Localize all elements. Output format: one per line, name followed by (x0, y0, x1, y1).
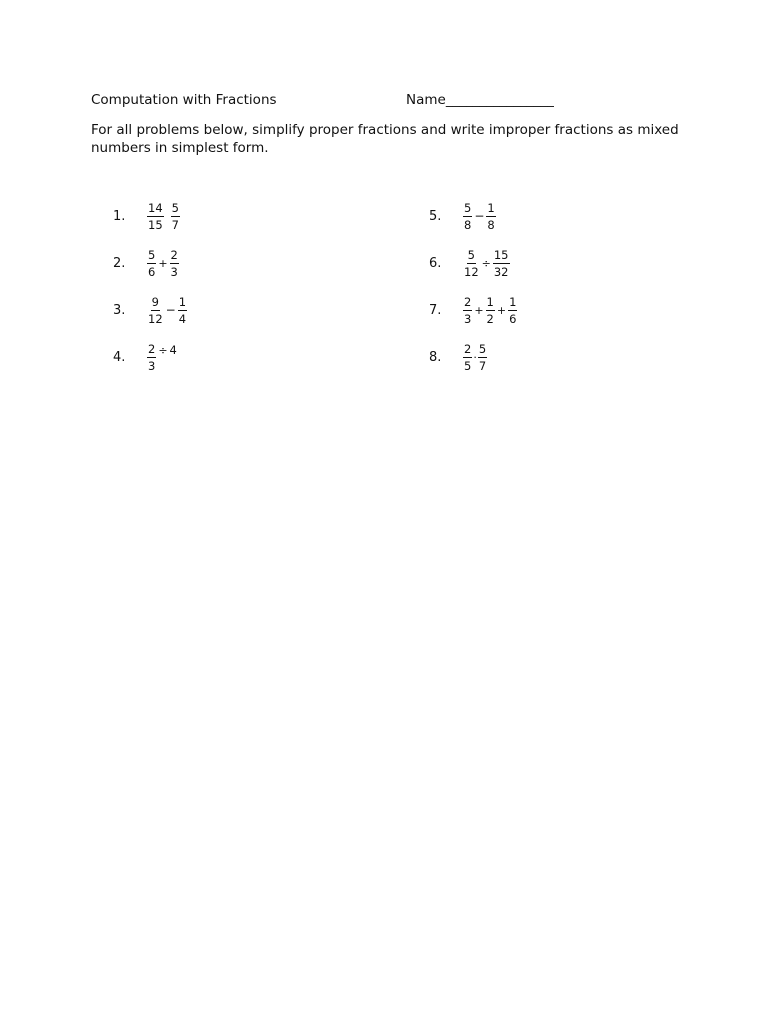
numerator: 5 (464, 200, 472, 215)
denominator: 3 (170, 264, 178, 279)
name-field-label: Name________________ (406, 92, 554, 108)
numerator: 1 (509, 294, 517, 309)
expression (146, 246, 180, 280)
problem-number: 2. (113, 256, 126, 271)
numerator: 5 (467, 247, 475, 262)
fraction (146, 248, 157, 279)
expression (146, 293, 188, 327)
problem-number: 8. (429, 350, 442, 365)
expression (146, 199, 181, 233)
expression (146, 340, 177, 374)
denominator: 8 (487, 217, 495, 232)
denominator: 3 (148, 358, 156, 373)
expression (462, 246, 511, 280)
numerator: 1 (178, 294, 187, 309)
operator: · (473, 350, 477, 364)
numerator: 15 (493, 247, 509, 262)
fraction (492, 248, 511, 279)
problem-number: 4. (113, 350, 126, 365)
denominator: 32 (493, 264, 509, 279)
denominator: 6 (509, 311, 517, 326)
numerator: 2 (148, 341, 156, 356)
fraction (146, 201, 165, 232)
denominator: 12 (148, 311, 163, 326)
operator: ÷ (481, 256, 491, 270)
denominator: 12 (464, 264, 479, 279)
fraction (170, 201, 181, 232)
fraction (462, 342, 473, 373)
problem-number: 1. (113, 209, 126, 224)
fraction (462, 295, 473, 326)
numerator: 2 (170, 247, 178, 262)
numerator: 9 (151, 294, 159, 309)
fraction (169, 248, 180, 279)
fraction (485, 295, 496, 326)
expression (462, 293, 518, 327)
numerator: 5 (478, 341, 487, 356)
numerator: 1 (486, 294, 494, 309)
numerator: 5 (148, 247, 156, 262)
fraction (485, 201, 496, 232)
operator: + (496, 303, 507, 317)
denominator: 8 (464, 217, 472, 232)
worksheet-title: Computation with Fractions (91, 92, 277, 108)
numerator: 14 (148, 200, 163, 215)
expression (462, 199, 497, 233)
fraction (146, 342, 157, 373)
denominator: 15 (148, 217, 163, 232)
denominator: 7 (171, 217, 179, 232)
problem-number: 6. (429, 256, 442, 271)
whole-number: 4 (169, 343, 177, 357)
denominator: 4 (178, 311, 187, 326)
instructions: For all problems below, simplify proper fractions and write improper fractions as mixed numbers in simplest form. (91, 122, 679, 156)
numerator: 2 (464, 341, 472, 356)
operator: − (474, 209, 485, 223)
denominator: 6 (148, 264, 156, 279)
fraction (462, 248, 481, 279)
denominator: 7 (478, 358, 487, 373)
operator: ÷ (158, 343, 168, 357)
problem-number: 3. (113, 303, 126, 318)
denominator: 2 (486, 311, 494, 326)
fraction (177, 295, 188, 326)
denominator: 5 (464, 358, 472, 373)
problem-number: 5. (429, 209, 442, 224)
problem-number: 7. (429, 303, 442, 318)
numerator: 5 (171, 200, 179, 215)
denominator: 3 (464, 311, 472, 326)
operator: − (165, 303, 176, 317)
fraction (462, 201, 473, 232)
fraction (507, 295, 518, 326)
fraction (477, 342, 488, 373)
numerator: 1 (487, 200, 495, 215)
numerator: 2 (464, 294, 472, 309)
operator: + (158, 256, 168, 270)
expression (462, 340, 488, 374)
fraction (146, 295, 165, 326)
operator: + (474, 303, 484, 317)
